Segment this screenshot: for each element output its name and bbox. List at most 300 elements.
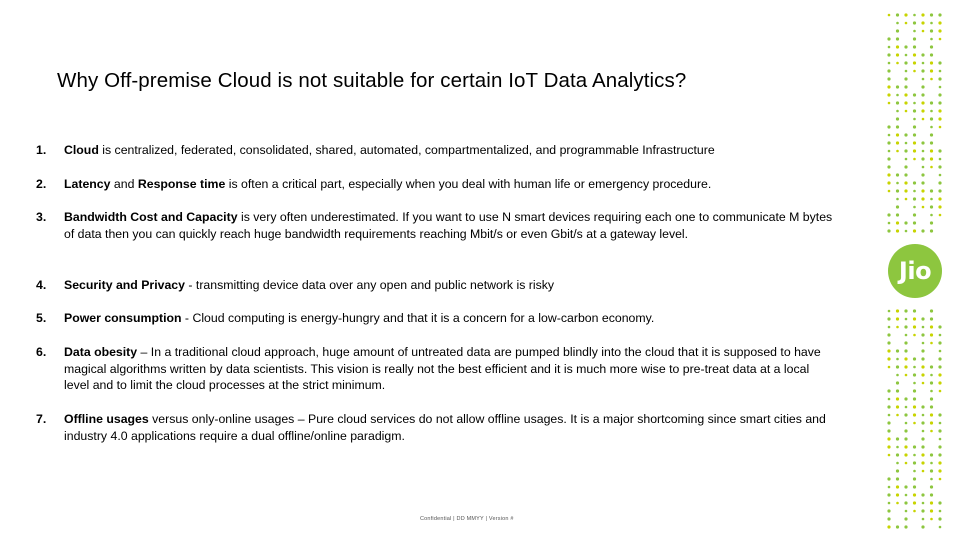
item-keyword: Data obesity xyxy=(64,345,138,359)
decorative-dot xyxy=(905,198,908,201)
decorative-dot xyxy=(887,493,890,496)
decorative-dot xyxy=(887,125,890,128)
decorative-dot xyxy=(905,494,908,497)
decorative-dot xyxy=(938,101,941,104)
decorative-dot xyxy=(887,93,890,96)
decorative-dot xyxy=(888,150,891,153)
decorative-dot xyxy=(930,453,933,456)
decorative-dot xyxy=(939,86,942,89)
item-keyword: Cloud xyxy=(64,143,99,157)
decorative-dot xyxy=(904,397,907,400)
decorative-dot xyxy=(921,493,924,496)
decorative-dot xyxy=(913,118,916,121)
decorative-dot xyxy=(913,485,916,488)
decorative-dot xyxy=(938,429,941,432)
decorative-dot xyxy=(930,110,933,113)
list-item xyxy=(36,344,836,394)
decorative-dot xyxy=(938,117,941,120)
decorative-dot xyxy=(904,517,907,520)
decorative-dot xyxy=(896,405,899,408)
decorative-dot xyxy=(938,445,941,448)
decorative-dot xyxy=(921,21,924,24)
jio-logo xyxy=(888,244,942,298)
decorative-dot xyxy=(896,150,899,153)
decorative-dot xyxy=(930,101,933,104)
decorative-dot xyxy=(913,30,916,33)
item-keyword: Response time xyxy=(137,177,226,191)
decorative-dot xyxy=(896,22,899,25)
decorative-dot xyxy=(904,453,907,456)
decorative-dot xyxy=(939,526,942,529)
decorative-dot xyxy=(896,389,899,392)
decorative-dot xyxy=(904,429,907,432)
decorative-dot xyxy=(930,205,933,208)
decorative-dot xyxy=(896,485,899,488)
decorative-dot xyxy=(939,334,942,337)
jio-logo-text: Jio xyxy=(898,257,932,285)
decorative-dot xyxy=(930,22,933,25)
decorative-dot xyxy=(913,125,916,128)
decorative-dot xyxy=(913,197,916,200)
decorative-dot xyxy=(913,206,916,209)
decorative-dot xyxy=(887,349,890,352)
decorative-dot xyxy=(904,485,907,488)
decorative-dot xyxy=(904,525,907,528)
decorative-dot xyxy=(939,174,942,177)
decorative-dot xyxy=(922,78,925,81)
decorative-dot xyxy=(904,501,907,504)
decorative-dot xyxy=(930,53,933,56)
decorative-dot xyxy=(888,454,891,457)
decorative-dot xyxy=(896,101,899,104)
decorative-dot xyxy=(930,478,933,481)
decorative-dot xyxy=(905,334,908,337)
decorative-dot xyxy=(930,126,933,129)
decorative-dot xyxy=(896,110,899,113)
decorative-dot xyxy=(896,189,899,192)
decorative-dot xyxy=(930,493,933,496)
decorative-dot xyxy=(896,525,899,528)
decorative-dot xyxy=(896,469,899,472)
decorative-dot xyxy=(922,206,925,209)
decorative-dot xyxy=(888,326,891,329)
decorative-dot xyxy=(930,157,933,160)
decorative-dot xyxy=(905,70,908,73)
item-number: 5. xyxy=(36,311,47,325)
decorative-dot xyxy=(922,470,925,473)
decorative-dot xyxy=(930,189,933,192)
decorative-dot xyxy=(938,469,941,472)
item-keyword: Security and Privacy xyxy=(64,278,185,292)
decorative-dot xyxy=(887,333,890,336)
decorative-dot xyxy=(887,229,890,232)
decorative-dot xyxy=(887,405,890,408)
decorative-dot xyxy=(896,213,899,216)
decorative-dot xyxy=(888,414,891,417)
decorative-dot xyxy=(913,413,916,416)
decorative-dot xyxy=(913,373,916,376)
decorative-dot xyxy=(913,510,916,513)
item-description: - transmitting device data over any open and public network is risky xyxy=(184,278,555,292)
decorative-dot xyxy=(921,69,924,72)
decorative-dot xyxy=(896,85,899,88)
decorative-dot xyxy=(930,381,933,384)
decorative-dot xyxy=(887,525,890,528)
decorative-dot xyxy=(921,53,924,56)
decorative-dot xyxy=(896,125,899,128)
decorative-dot xyxy=(887,181,890,184)
decorative-dot xyxy=(930,390,933,393)
item-number: 3. xyxy=(36,210,47,224)
item-keyword: Offline usages xyxy=(64,412,149,426)
decorative-dot xyxy=(921,349,924,352)
decorative-dot xyxy=(939,390,942,393)
decorative-dot xyxy=(930,149,933,152)
decorative-dot xyxy=(930,198,933,201)
decorative-dot xyxy=(887,389,890,392)
decorative-dot xyxy=(904,165,907,168)
decorative-dot xyxy=(938,373,941,376)
decorative-dot xyxy=(913,141,916,144)
decorative-dot xyxy=(930,13,933,16)
decorative-dot xyxy=(913,493,916,496)
decorative-dot xyxy=(887,429,890,432)
decorative-dot xyxy=(905,318,908,321)
decorative-dot xyxy=(913,309,916,312)
decorative-dot xyxy=(913,334,916,337)
decorative-dot xyxy=(896,62,899,65)
decorative-dot xyxy=(904,13,907,16)
decorative-dot xyxy=(930,501,933,504)
decorative-dot xyxy=(921,437,924,440)
decorative-dot xyxy=(888,46,891,49)
decorative-dot xyxy=(896,317,899,320)
decorative-dot xyxy=(913,149,916,152)
decorative-dot xyxy=(913,61,916,64)
decorative-dot xyxy=(888,398,891,401)
decorative-dot xyxy=(887,213,890,216)
decorative-dot xyxy=(922,166,925,169)
decorative-dot xyxy=(930,405,933,408)
decorative-dot xyxy=(913,405,916,408)
decorative-dot xyxy=(904,173,907,176)
decorative-dot xyxy=(922,62,925,65)
decorative-dot xyxy=(939,214,942,217)
decorative-dot xyxy=(922,518,925,521)
decorative-dot xyxy=(938,325,941,328)
decorative-dot xyxy=(922,430,925,433)
item-keyword: Bandwidth Cost and Capacity xyxy=(64,210,238,224)
decorative-dot xyxy=(921,189,924,192)
decorative-dot xyxy=(922,342,925,345)
decorative-dot xyxy=(938,341,941,344)
decorative-dot xyxy=(887,477,890,480)
decorative-dot xyxy=(905,142,908,145)
item-text xyxy=(64,142,834,159)
decorative-dot xyxy=(904,365,907,368)
decorative-dot xyxy=(887,517,890,520)
decorative-dot xyxy=(939,158,942,161)
decorative-dot xyxy=(930,166,933,169)
decorative-dot xyxy=(913,133,916,136)
decorative-dot xyxy=(939,350,942,353)
decorative-dot xyxy=(922,502,925,505)
decorative-dot xyxy=(938,197,941,200)
decorative-dot xyxy=(888,134,891,137)
decorative-dot xyxy=(938,61,941,64)
decorative-dot xyxy=(930,29,933,32)
decorative-dot xyxy=(904,133,907,136)
decorative-dot xyxy=(938,461,941,464)
decorative-dot xyxy=(913,229,916,232)
decorative-dot xyxy=(930,78,933,81)
decorative-dot xyxy=(938,13,941,16)
decorative-dot xyxy=(896,141,899,144)
decorative-dot xyxy=(913,213,916,216)
decorative-dot xyxy=(921,197,924,200)
decorative-dot xyxy=(905,422,908,425)
decorative-dot xyxy=(896,133,899,136)
decorative-dot xyxy=(896,198,899,201)
decorative-dot xyxy=(888,102,891,105)
decorative-dot xyxy=(896,374,899,377)
decorative-dot xyxy=(913,93,916,96)
decorative-dot xyxy=(887,509,890,512)
item-number: 7. xyxy=(36,412,47,426)
decorative-dot xyxy=(904,45,907,48)
decorative-dot xyxy=(922,150,925,153)
decorative-dot xyxy=(888,222,891,225)
decorative-dot xyxy=(887,165,890,168)
decorative-dot xyxy=(938,29,941,32)
decorative-dot xyxy=(913,389,916,392)
decorative-dot xyxy=(904,341,907,344)
decorative-dot xyxy=(921,157,924,160)
item-description: is often a critical part, especially when you deal with human life or emergency procedure. xyxy=(225,177,712,191)
decorative-dot xyxy=(938,381,941,384)
decorative-dot xyxy=(896,502,899,505)
decorative-dot xyxy=(896,349,899,352)
decorative-dot xyxy=(930,462,933,465)
list-item xyxy=(36,310,836,327)
decorative-dot xyxy=(896,462,899,465)
decorative-dot xyxy=(930,117,933,120)
decorative-dot xyxy=(930,413,933,416)
decorative-dot xyxy=(938,453,941,456)
decorative-dot xyxy=(904,309,907,312)
decorative-dot xyxy=(921,357,924,360)
decorative-dot xyxy=(888,14,891,17)
decorative-dot xyxy=(896,446,899,449)
item-number: 1. xyxy=(36,143,47,157)
item-description: is very often underestimated. If you want to use N smart devices requiring each one to communicate M bytes of data then you can quickly reach huge bandwidth requirements reaching Mbit/s or even Gbit/s at a gateway level. xyxy=(64,210,833,241)
decorative-dot xyxy=(938,501,941,504)
item-text xyxy=(64,344,834,394)
decorative-dot xyxy=(938,205,941,208)
item-connector: and xyxy=(110,177,138,191)
decorative-dot xyxy=(930,61,933,64)
item-text xyxy=(64,277,834,294)
decorative-dot xyxy=(896,94,899,97)
decorative-dot xyxy=(921,13,924,16)
decorative-dot xyxy=(913,382,916,385)
decorative-dot xyxy=(939,126,942,129)
decorative-dot xyxy=(913,454,916,457)
decorative-dot xyxy=(938,357,941,360)
decorative-dot xyxy=(896,182,899,185)
decorative-dot xyxy=(930,309,933,312)
list-item xyxy=(36,142,836,159)
decorative-dot xyxy=(887,37,890,40)
decorative-dot xyxy=(930,518,933,521)
decorative-dot xyxy=(913,317,916,320)
decorative-dot xyxy=(930,374,933,377)
decorative-dot xyxy=(904,61,907,64)
decorative-dot xyxy=(913,158,916,161)
decorative-dot xyxy=(930,214,933,217)
decorative-dot xyxy=(887,317,890,320)
decorative-dot xyxy=(887,421,890,424)
decorative-dot xyxy=(930,397,933,400)
decorative-dot xyxy=(939,70,942,73)
decorative-dot xyxy=(896,453,899,456)
decorative-dot xyxy=(896,493,899,496)
decorative-dot xyxy=(930,45,933,48)
decorative-dot xyxy=(887,341,890,344)
decorative-dot xyxy=(938,189,941,192)
decorative-dot xyxy=(913,470,916,473)
decorative-dot xyxy=(938,149,941,152)
decorative-dot xyxy=(939,38,942,41)
decorative-dot xyxy=(922,326,925,329)
decorative-dot xyxy=(921,85,924,88)
decorative-dot xyxy=(896,309,899,312)
decorative-dot xyxy=(930,133,933,136)
decorative-dot xyxy=(938,413,941,416)
decorative-dot xyxy=(904,325,907,328)
decorative-dot xyxy=(913,221,916,224)
decorative-dot xyxy=(896,229,899,232)
decorative-dot xyxy=(930,325,933,328)
item-keyword: Latency xyxy=(64,177,111,191)
decorative-dot xyxy=(913,45,916,48)
decorative-dot xyxy=(887,157,890,160)
decorative-dot xyxy=(939,510,942,513)
decorative-dot xyxy=(904,357,907,360)
decorative-dot xyxy=(887,173,890,176)
decorative-dot xyxy=(922,30,925,33)
decorative-dot xyxy=(913,14,916,17)
item-description: is centralized, federated, consolidated, shared, automated, compartmentalized, and programmable Infrastructure xyxy=(98,143,715,157)
decorative-dot xyxy=(905,230,908,233)
decorative-dot xyxy=(905,462,908,465)
decorative-dot xyxy=(922,118,925,121)
decorative-dot xyxy=(939,478,942,481)
decorative-dot xyxy=(913,357,916,360)
decorative-dot xyxy=(896,29,899,32)
decorative-dot xyxy=(904,85,907,88)
decorative-dot xyxy=(896,13,899,16)
decorative-dot xyxy=(905,22,908,25)
decorative-dot xyxy=(896,477,899,480)
decorative-dot xyxy=(921,93,924,96)
decorative-dot xyxy=(904,445,907,448)
decorative-dot xyxy=(930,221,933,224)
item-text xyxy=(64,209,834,242)
decorative-dot xyxy=(930,365,933,368)
decorative-dot xyxy=(904,181,907,184)
decorative-dot xyxy=(913,37,916,40)
decorative-dot xyxy=(938,21,941,24)
decorative-dot xyxy=(922,414,925,417)
decorative-dot xyxy=(930,141,933,144)
item-description: versus only-online usages – Pure cloud services do not allow offline usages. It is a major shortcoming since smart cities and industry 4.0 applications require a dual offline/online paradigm. xyxy=(64,412,826,443)
item-number: 2. xyxy=(36,177,47,191)
item-keyword: Power consumption xyxy=(64,311,182,325)
decorative-dot xyxy=(904,93,907,96)
decorative-dot xyxy=(896,221,899,224)
decorative-dot xyxy=(913,461,916,464)
decorative-dot xyxy=(887,85,890,88)
decorative-dot xyxy=(887,445,890,448)
decorative-dot xyxy=(905,406,908,409)
decorative-dot xyxy=(938,93,941,96)
decorative-dot xyxy=(921,405,924,408)
decorative-dot xyxy=(930,342,933,345)
decorative-dot xyxy=(887,357,890,360)
decorative-dot xyxy=(921,109,924,112)
decorative-dot xyxy=(930,38,933,41)
decorative-dot xyxy=(913,477,916,480)
decorative-dot xyxy=(913,501,916,504)
item-description: - Cloud computing is energy-hungry and that it is a concern for a low-carbon economy. xyxy=(181,311,655,325)
decorative-dot xyxy=(896,117,899,120)
list-item xyxy=(36,176,836,193)
decorative-dot xyxy=(930,421,933,424)
decorative-dot xyxy=(921,181,924,184)
decorative-dot xyxy=(938,181,941,184)
list-item xyxy=(36,277,836,294)
decorative-dot xyxy=(896,437,899,440)
decorative-dot xyxy=(887,437,890,440)
decorative-dot xyxy=(913,53,916,56)
decorative-dot xyxy=(896,326,899,329)
decorative-dot xyxy=(921,525,924,528)
decorative-dot xyxy=(921,365,924,368)
decorative-dot xyxy=(921,373,924,376)
decorative-dot xyxy=(921,461,924,464)
decorative-dot xyxy=(887,69,890,72)
decorative-dot xyxy=(896,381,899,384)
decorative-dot xyxy=(939,438,942,441)
decorative-dot xyxy=(896,397,899,400)
decorative-dot xyxy=(938,77,941,80)
item-text xyxy=(64,411,834,444)
decorative-dot xyxy=(921,101,924,104)
decorative-dot xyxy=(888,310,891,313)
decorative-dot xyxy=(904,437,907,440)
decorative-dot xyxy=(905,510,908,513)
decorative-dot xyxy=(930,509,933,512)
decorative-dot xyxy=(905,158,908,161)
decorative-dot xyxy=(938,517,941,520)
decorative-dot xyxy=(921,509,924,512)
decorative-dot xyxy=(930,229,933,232)
decorative-dot xyxy=(887,53,890,56)
decorative-dot xyxy=(921,141,924,144)
item-text xyxy=(64,176,834,193)
decorative-dot xyxy=(904,221,907,224)
